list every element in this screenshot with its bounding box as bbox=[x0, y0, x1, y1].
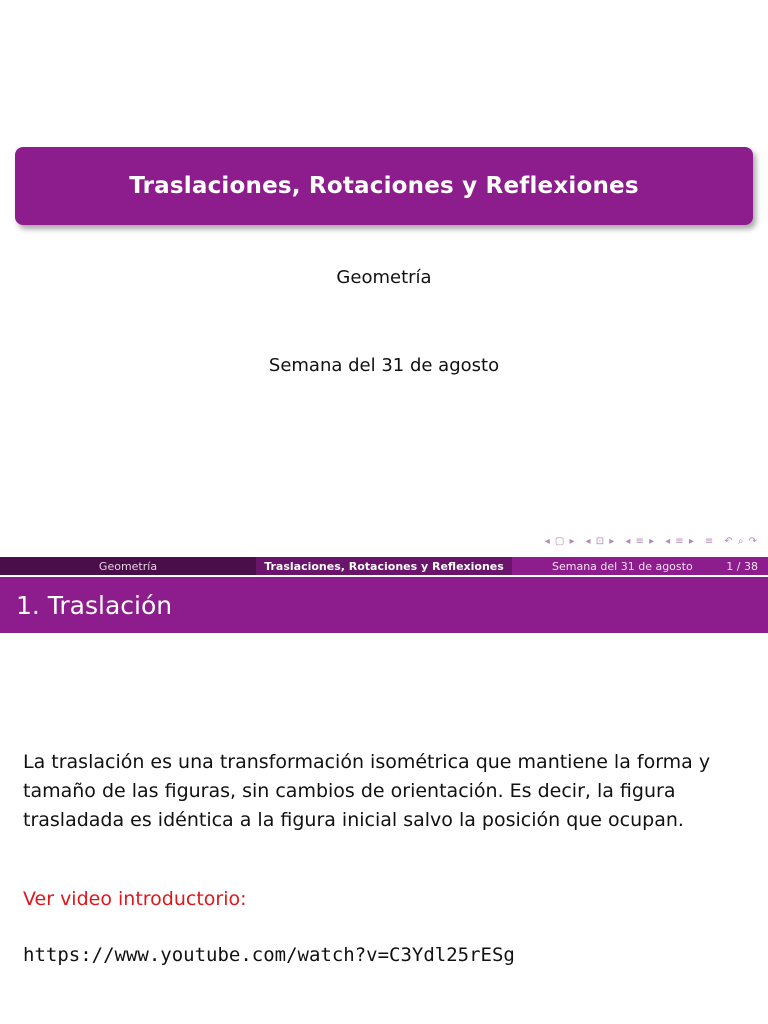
footer-title-text: Traslaciones, Rotaciones y Reflexiones bbox=[264, 559, 504, 573]
frame-title-bar bbox=[0, 577, 768, 633]
nav-frame-icon[interactable]: ◂ ⊡ ▸ bbox=[585, 536, 616, 547]
nav-subsection-icon[interactable]: ◂ ≡ ▸ bbox=[625, 536, 656, 547]
nav-toc-icon[interactable]: ≡ bbox=[704, 536, 715, 547]
author: Geometría bbox=[336, 267, 432, 288]
nav-section-icon[interactable]: ◂ ≡ ▸ bbox=[665, 536, 695, 547]
footer-date bbox=[512, 557, 768, 575]
video-url[interactable]: https://www.youtube.com/watch?v=C3Ydl25rESg bbox=[23, 944, 515, 966]
beamer-navigation bbox=[545, 536, 758, 547]
footer-author bbox=[0, 557, 256, 575]
footer-date-text: Semana del 31 de agosto bbox=[552, 559, 693, 573]
footer-bar bbox=[0, 557, 768, 575]
nav-slide-icon[interactable]: ◂ ▢ ▸ bbox=[544, 536, 576, 547]
page-number: 1 / 38 bbox=[726, 559, 758, 573]
definition-paragraph: La traslación es una transformación isométrica que mantiene la forma y tamaño de las figuras, sin cambios de orientación. Es decir, la figura trasladada es idéntica a la figura inicial salvo la posición que ocupan. bbox=[23, 751, 711, 831]
footer-author-text: Geometría bbox=[98, 559, 158, 573]
video-link-label: Ver video introductorio: bbox=[23, 888, 247, 910]
nav-search-icon[interactable]: ↶ ⌕ ↷ bbox=[724, 536, 758, 547]
presentation-title: Traslaciones, Rotaciones y Reflexiones bbox=[129, 173, 639, 199]
title-box bbox=[15, 147, 753, 225]
section-title: 1. Traslación bbox=[16, 590, 173, 620]
footer-title bbox=[256, 557, 512, 575]
date: Semana del 31 de agosto bbox=[268, 355, 500, 376]
